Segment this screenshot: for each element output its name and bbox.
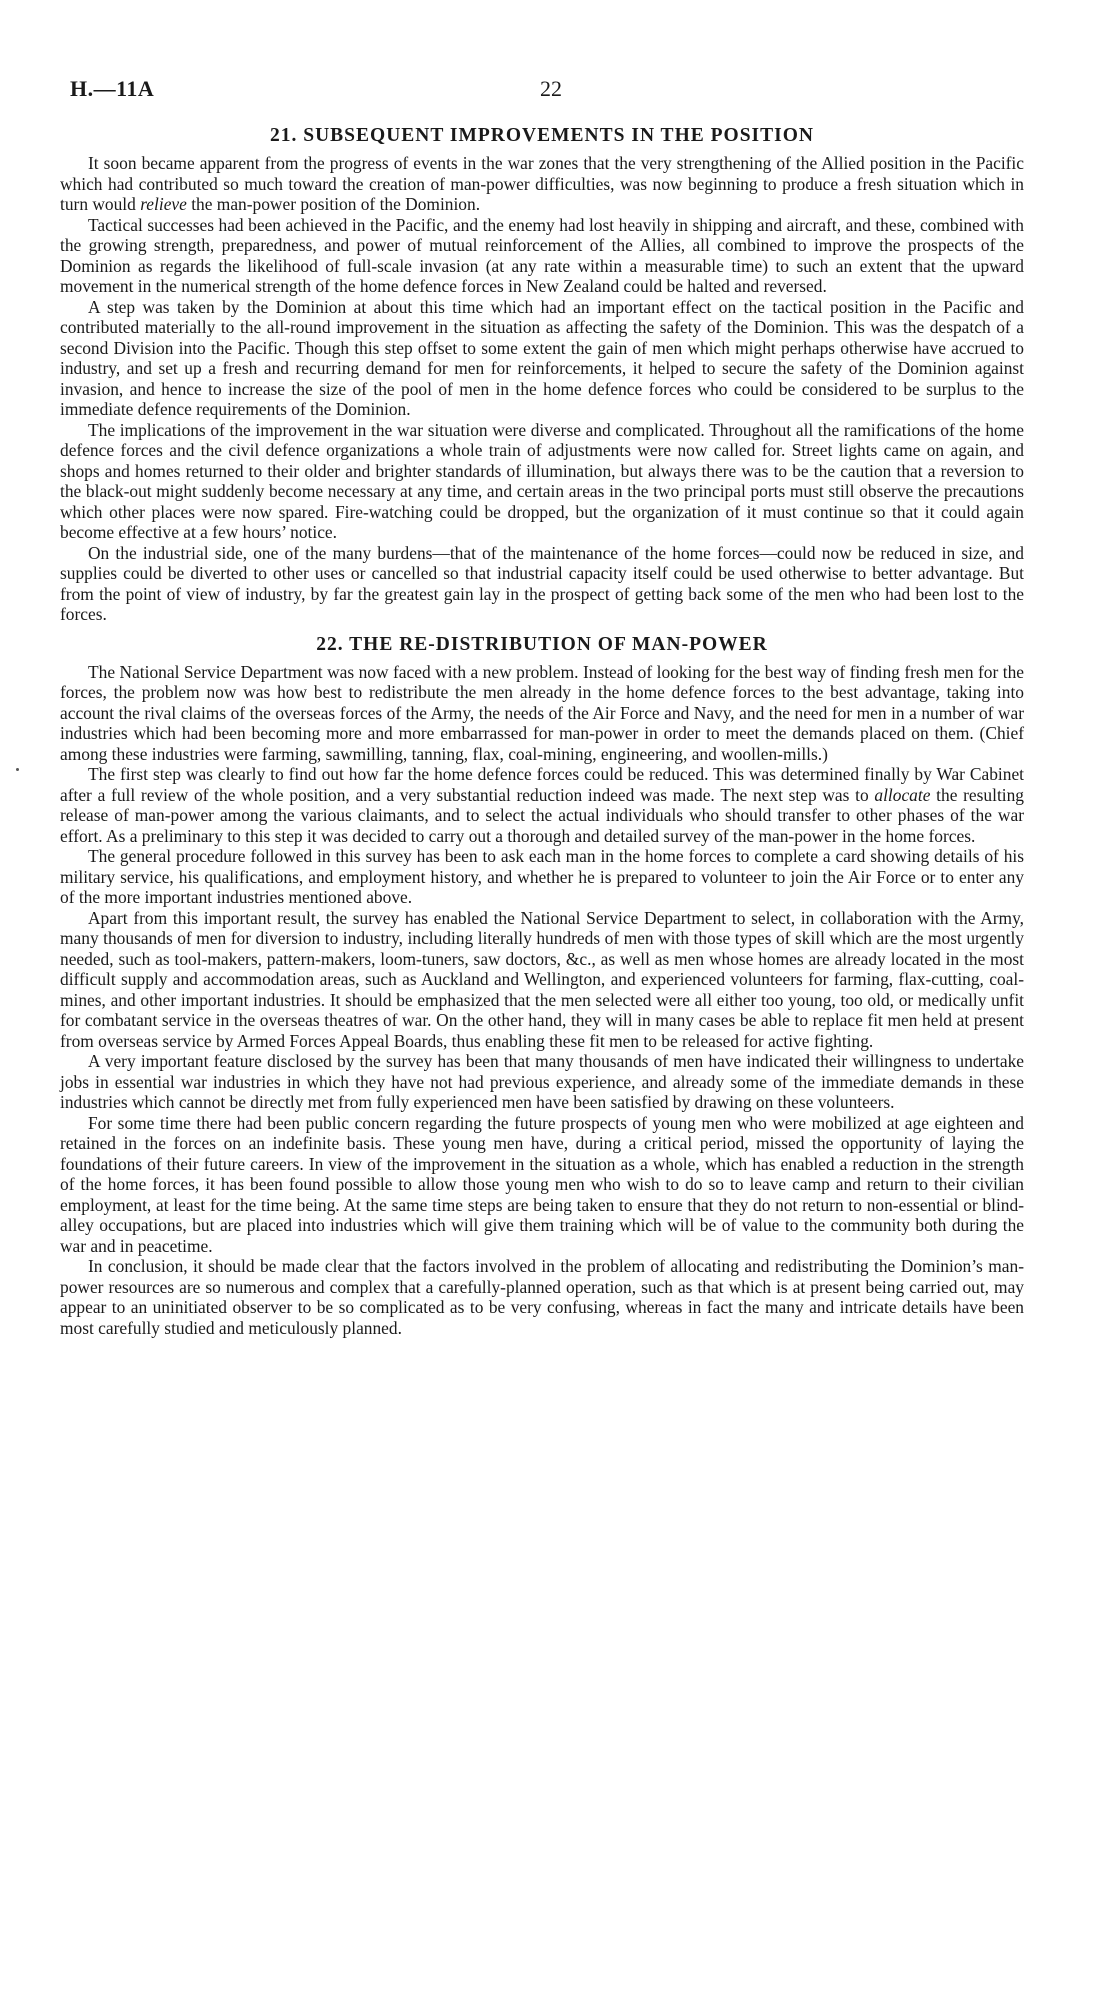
section-heading: 22. THE RE-DISTRIBUTION OF MAN-POWER — [316, 633, 768, 655]
paragraph — [60, 543, 1024, 625]
paragraph-text: The general procedure followed in this survey has been to ask each man in the home forces to complete a card showing details of his military service, his qualifications, and employment history, and whether he is prepared to volunteer to join the Air Force or to enter any of the more important industries mentioned above. — [60, 846, 1024, 907]
paragraph — [60, 297, 1024, 420]
section-heading: 21. SUBSEQUENT IMPROVEMENTS IN THE POSITION — [270, 125, 814, 146]
paragraph — [60, 846, 1024, 908]
paragraph — [60, 662, 1024, 765]
paragraph-text: A step was taken by the Dominion at about this time which had an important effect on the tactical position in the Pacific and contributed materially to the all-round improvement in the situation as affecting the safety of the Dominion. This was the despatch of a second Division into the Pacific. Though this step offset to some extent the gain of men which might perhaps otherwise have accrued to industry, and set up a fresh and recurring demand for men for reinforcements, it helped to secure the safety of the Dominion against invasion, and hence to increase the size of the pool of men in the home defence forces who could be considered to be surplus to the immediate defence requirements of the Dominion. — [60, 296, 1024, 419]
paragraph — [60, 908, 1024, 1052]
paragraph — [60, 153, 1024, 215]
paragraph-text: A very important feature disclosed by the survey has been that many thousands of men have indicated their willingness to undertake jobs in essential war industries in which they have not had previous experience, and already some of the immediate demands in these industries which cannot be directly met from fully experienced men have been satisfied by drawing on these volunteers. — [60, 1051, 1024, 1112]
paragraph-text: It soon became apparent from the progress of events in the war zones that the very strengthening of the Allied position in the Pacific which had contributed so much toward the creation of man-power difficulties, was now beginning to produce a fresh situation which in turn would — [60, 153, 1024, 214]
paragraph-text: The first step was clearly to find out how far the home defence forces could be reduced. This was determined finally by War Cabinet after a full review of the whole position, and a very substantial reduction indeed was made. The next step was to — [60, 764, 1024, 805]
paragraph — [60, 1113, 1024, 1257]
paragraph-text: For some time there had been public concern regarding the future prospects of young men who were mobilized at age eighteen and retained in the forces on an indefinite basis. These young men have, during a critical period, missed the opportunity of laying the foundations of their future careers. In view of the improvement in the situation as a whole, which has enabled a reduction in the strength of the home forces, it has been found possible to allow those young men who wish to do so to leave camp and return to their civilian employment, at least for the time being. At the same time steps are being taken to ensure that they do not return to non-essential or blind-alley occupations, but are placed into industries which will give them training which will be of value to the community both during the war and in peacetime. — [60, 1112, 1024, 1256]
paragraph — [60, 764, 1024, 846]
section-body — [60, 662, 1024, 1339]
paragraph-text: Apart from this important result, the survey has enabled the National Service Department to select, in collaboration with the Army, many thousands of men for diversion to industry, including literally hundreds of men with those types of skill which are the most urgently needed, such as tool-makers, pattern-makers, loom-tuners, saw doctors, &c., as well as men whose homes are already located in the most difficult supply and accommodation areas, such as Auckland and Wellington, and experienced volunteers for farming, flax-cutting, coal-mines, and other important industries. It should be emphasized that the men selected were all either too young, too old, or medically unfit for combatant service in the overseas theatres of war. On the other hand, they will in many cases be able to replace fit men held at present from overseas service by Armed Forces Appeal Boards, thus enabling these fit men to be released for active fighting. — [60, 907, 1024, 1051]
italic-text: relieve — [140, 194, 187, 214]
margin-mark — [16, 768, 19, 771]
page-number: 22 — [540, 76, 562, 101]
paragraph-text: In conclusion, it should be made clear that the factors involved in the problem of allocating and redistributing the Dominion’s man-power resources are so numerous and complex that a carefully-planned operation, such as that which is at present being carried out, may appear to an uninitiated observer to be so complicated as to be very confusing, whereas in fact the many and intricate details have been most carefully studied and meticulously planned. — [60, 1256, 1024, 1338]
paragraph — [60, 1051, 1024, 1113]
paragraph-text: the resulting release of man-power among the various claimants, and to select the actual individuals who should transfer to other phases of the war effort. As a preliminary to this step it was decided to carry out a thorough and detailed survey of the man-power in the home forces. — [60, 784, 1024, 846]
document-body — [60, 124, 1024, 1338]
paragraph-text: On the industrial side, one of the many burdens—that of the maintenance of the home forces—could now be reduced in size, and supplies could be diverted to other uses or cancelled so that industrial capacity itself could be used otherwise to better advantage. But from the point of view of industry, by far the greatest gain lay in the prospect of getting back some of the men who had been lost to the forces. — [60, 542, 1024, 624]
paragraph-text: The implications of the improvement in the war situation were diverse and complicated. Throughout all the ramifications of the home defence forces and the civil defence organizations a whole train of adjustments were now called for. Street lights came on again, and shops and homes returned to their older and brighter standards of illumination, but always there was to be the caution that a reversion to the black-out might suddenly become necessary at any time, and certain areas in the two principal ports must still observe the precautions which other places were now spared. Fire-watching could be dropped, but the organization of it must continue so that it could again become effective at a few hours’ notice. — [60, 419, 1024, 542]
paragraph — [60, 215, 1024, 297]
italic-text: allocate — [874, 784, 931, 805]
paragraph-text: the man-power position of the Dominion. — [186, 194, 481, 214]
section-body — [60, 153, 1024, 625]
document-reference: H.—11A — [70, 76, 155, 101]
paragraph — [60, 420, 1024, 543]
paragraph — [60, 1256, 1024, 1338]
page-header — [70, 76, 1030, 106]
paragraph-text: The National Service Department was now faced with a new problem. Instead of looking for the best way of finding fresh men for the forces, the problem now was how best to redistribute the men already in the home defence forces to the best advantage, taking into account the rival claims of the overseas forces of the Army, the needs of the Air Force and Navy, and the need for men in a number of war industries which had been becoming more and more embarrassed for man-power in order to meet the demands placed on them. (Chief among these industries were farming, sawmilling, tanning, flax, coal-mining, engineering, and woollen-mills.) — [60, 661, 1024, 764]
paragraph-text: Tactical successes had been achieved in the Pacific, and the enemy had lost heavily in shipping and aircraft, and these, combined with the growing strength, preparedness, and power of mutual reinforcement of the Allies, all combined to improve the prospects of the Dominion as regards the likelihood of full-scale invasion (at any rate within a measurable time) to such an extent that the upward movement in the numerical strength of the home defence forces in New Zealand could be halted and reversed. — [60, 214, 1024, 296]
